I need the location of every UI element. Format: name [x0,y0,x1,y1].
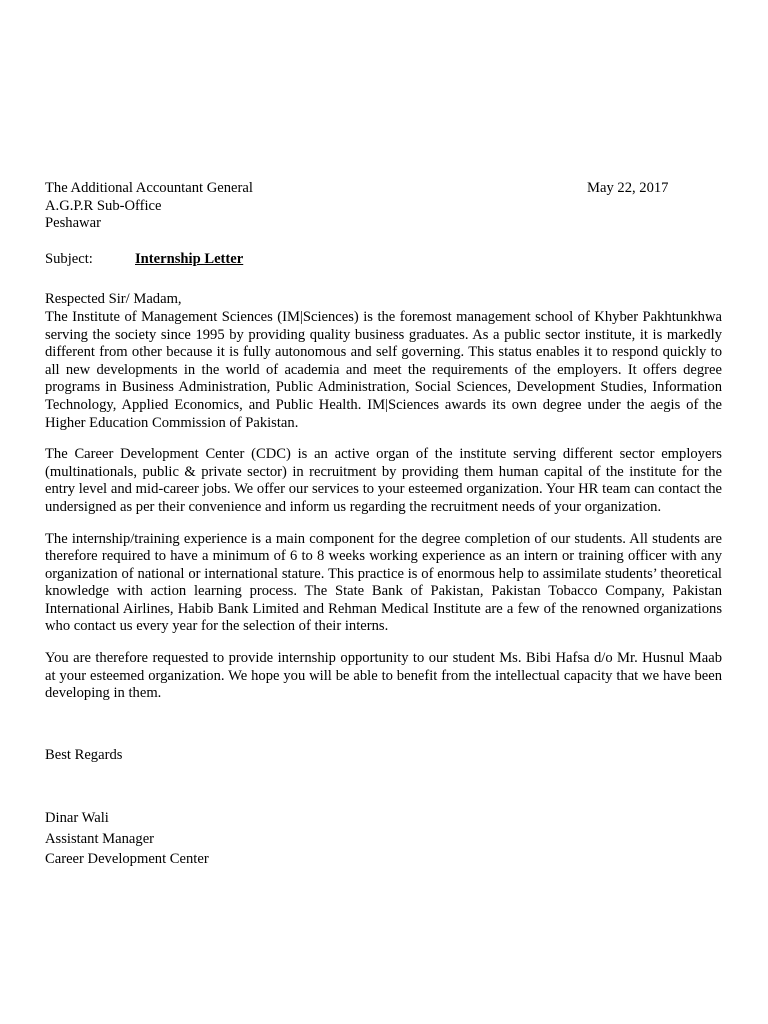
letter-header [45,180,722,233]
recipient-line-1: The Additional Accountant General [45,180,253,196]
letter-body [45,309,722,703]
body-paragraph: The Career Development Center (CDC) is an active organ of the institute serving different sector employers (multinationals, public & private sector) in recruitment by providing them human capital of the institute for the entry level and mid-career jobs. We offer our services to your esteemed organization. Your HR team can contact the undersigned as per their convenience and inform us regarding the recruitment needs of your organization. [45,446,722,515]
signatory-name: Dinar Wali [45,810,109,827]
subject-text: Internship Letter [135,250,244,267]
recipient-line-2: A.G.P.R Sub-Office [45,197,162,214]
body-paragraph: The internship/training experience is a main component for the degree completion of our students. All students are therefore required to have a minimum of 6 to 8 weeks working experience as an intern or training officer with any organization of national or international stature. This practice is of enormous help to assimilate students’ theoretical knowledge with action learning process. The State Bank of Pakistan, Pakistan Tobacco Company, Pakistan International Airlines, Habib Bank Limited and Rehman Medical Institute are a few of the renowned organizations who contact us every year for the selection of their interns. [45,530,722,635]
letter-date: May 22, 2017 [587,180,669,196]
signatory-title: Assistant Manager [45,830,155,847]
signature-block [45,808,722,870]
subject-label: Subject: [45,250,93,267]
subject-line [45,251,722,269]
salutation: Respected Sir/ Madam, [45,291,182,308]
closing: Best Regards [45,746,123,763]
body-paragraph: The Institute of Management Sciences (IM|Sciences) is the foremost management school of Khyber Pakhtunkhwa serving the society since 1995 by providing quality business graduates. As a public sector institute, it is markedly different from other because it is fully autonomous and self governing. This status enables it to respond quickly to all new developments in the world of academia and meet the requirements of the employers. It offers degree programs in Business Administration, Public Administration, Social Sciences, Development Studies, Information Technology, Applied Economics, and Public Health. IM|Sciences awards its own degree under the aegis of the Higher Education Commission of Pakistan. [45,308,722,431]
recipient-line-3: Peshawar [45,215,101,232]
letter-page [45,180,722,870]
body-paragraph: You are therefore requested to provide internship opportunity to our student Ms. Bibi Hafsa d/o Mr. Husnul Maab at your esteemed organization. We hope you will be able to benefit from the intellectual capacity that we have been developing in them. [45,650,722,702]
signatory-department: Career Development Center [45,851,209,868]
